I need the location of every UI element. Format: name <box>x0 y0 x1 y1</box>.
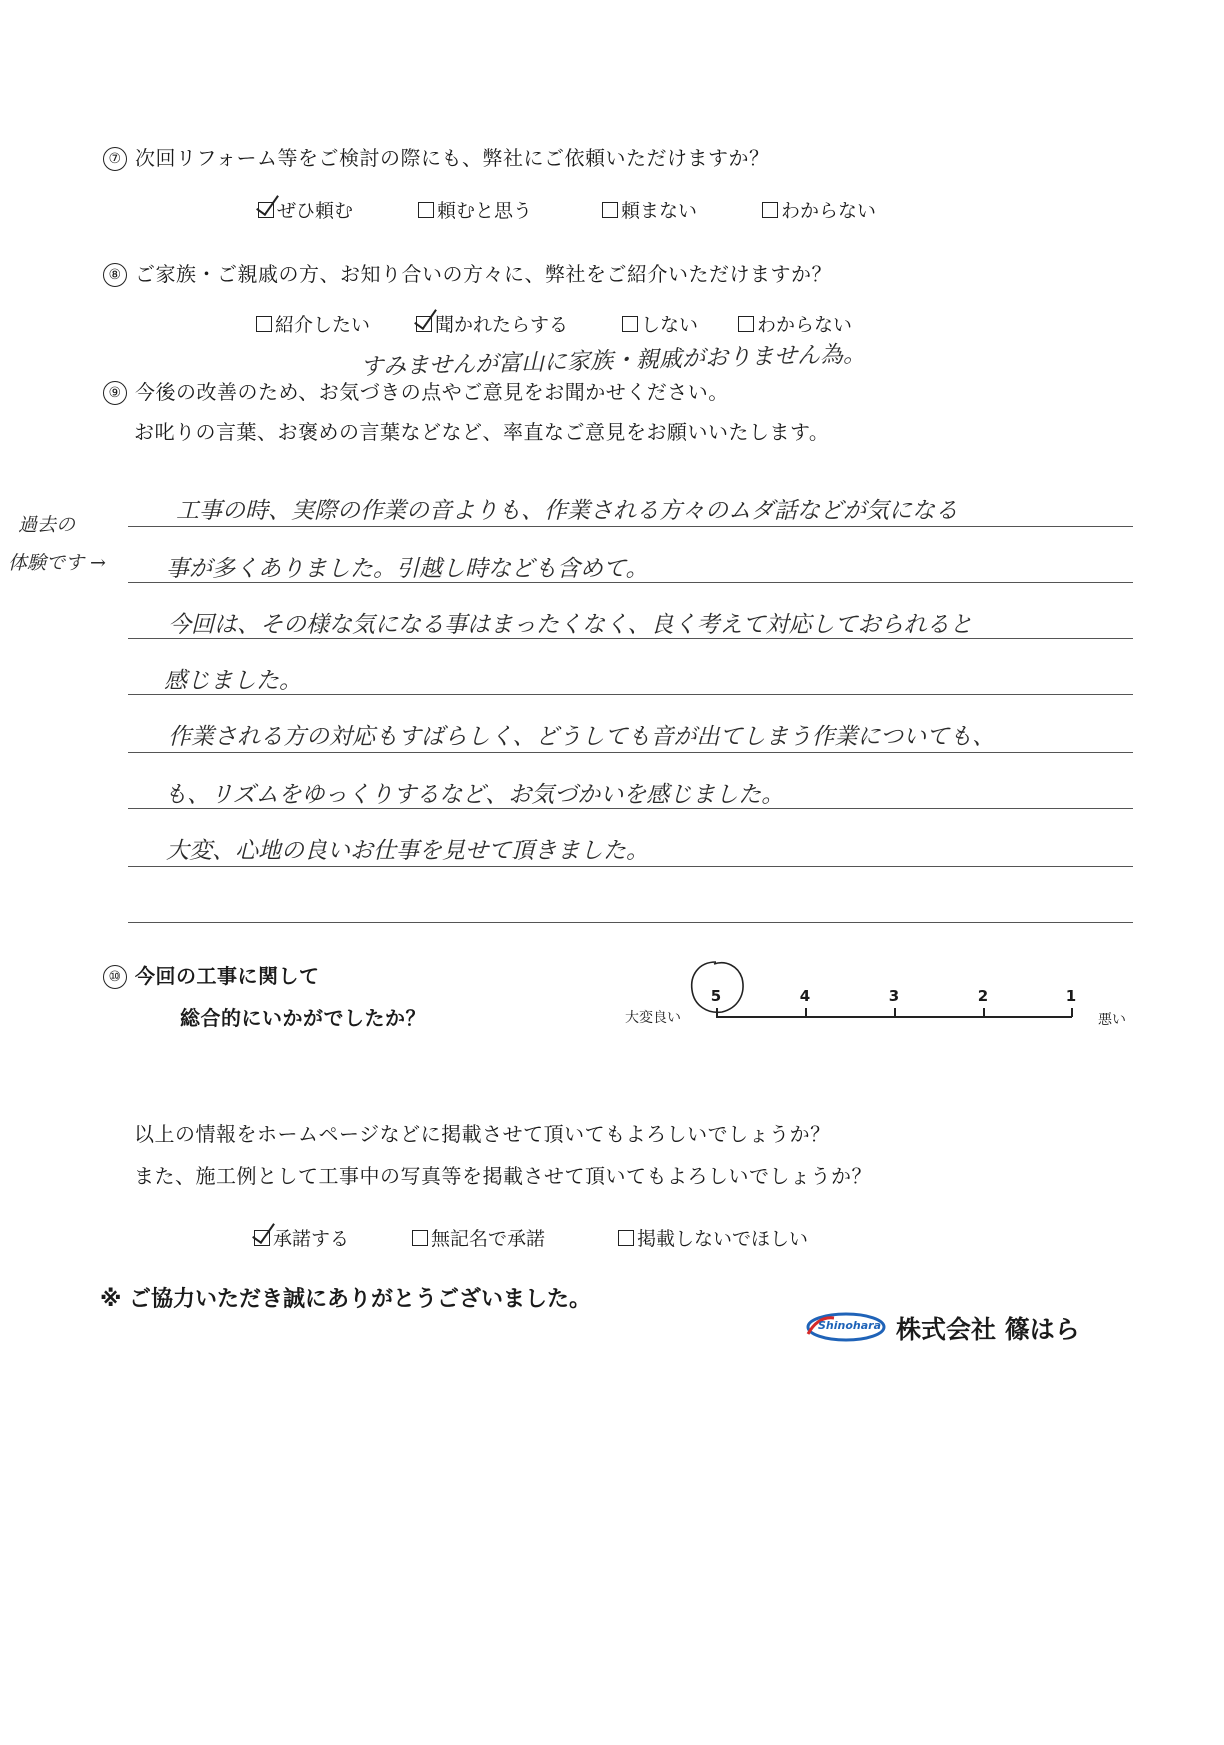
handwritten-answer-line: も、リズムをゆっくりするなど、お気づかいを感じました。 <box>164 782 785 808</box>
consent-option-2[interactable] <box>618 1224 808 1251</box>
company-name: 株式会社 篠はら <box>896 1315 1080 1344</box>
q8-question <box>103 258 832 287</box>
q8-option-label: わからない <box>757 314 853 336</box>
scale-value-2[interactable]: 2 <box>977 987 989 1005</box>
scale-value-1[interactable]: 1 <box>1065 987 1077 1005</box>
checkbox[interactable] <box>618 1230 634 1246</box>
company-logo <box>804 1310 886 1344</box>
checkbox[interactable] <box>622 316 638 332</box>
consent-line1: 以上の情報をホームページなどに掲載させて頂いてもよろしいでしょうか？ <box>134 1122 831 1146</box>
q7-question <box>103 142 770 171</box>
scale-tick[interactable] <box>805 1008 807 1017</box>
scale-tick[interactable] <box>983 1008 985 1017</box>
margin-note-line1: 過去の <box>18 514 76 536</box>
q8-option-label: しない <box>641 314 699 336</box>
q7-text: 次回リフォーム等をご検討の際にも、弊社にご依頼いただけますか？ <box>135 146 770 170</box>
q8-option-2[interactable] <box>622 310 698 337</box>
answer-line <box>128 526 1133 527</box>
margin-note-line2: 体験です → <box>8 552 106 574</box>
checkbox-checked[interactable] <box>258 202 274 218</box>
checkbox-checked[interactable] <box>416 316 432 332</box>
q7-option-label: 頼むと思う <box>437 200 533 222</box>
q9-number: ⑨ <box>103 381 127 405</box>
handwritten-answer-line: 感じました。 <box>164 668 302 694</box>
q7-option-label: ぜひ頼む <box>277 200 354 222</box>
handwritten-answer-line: 作業される方の対応もすばらしく、どうしても音が出てしまう作業についても、 <box>168 724 996 750</box>
q7-option-2[interactable] <box>602 196 697 223</box>
handwritten-answer-line: 大変、心地の良いお仕事を見せて頂きました。 <box>166 838 649 864</box>
q9-line2: お叱りの言葉、お褒めの言葉などなど、率直なご意見をお願いいたします。 <box>134 420 830 444</box>
checkbox[interactable] <box>602 202 618 218</box>
q10-line2: 総合的にいかがでしたか？ <box>180 1006 426 1030</box>
handwritten-answer-line: 工事の時、実際の作業の音よりも、作業される方々のムダ話などが気になる <box>176 498 958 524</box>
scale-tick[interactable] <box>1071 1008 1073 1017</box>
handwritten-answer-line: 事が多くありました。引越し時なども含めて。 <box>166 556 649 582</box>
q8-option-label: 紹介したい <box>275 314 371 336</box>
q10-line1: 今回の工事に関して <box>135 964 320 988</box>
checkbox-checked[interactable] <box>254 1230 270 1246</box>
checkbox[interactable] <box>256 316 272 332</box>
logo-text: Shinohara <box>818 1319 882 1332</box>
consent-option-label: 掲載しないでほしい <box>637 1228 809 1250</box>
consent-option-label: 承諾する <box>273 1228 350 1250</box>
scale-value-5[interactable]: 5 <box>710 987 722 1005</box>
q8-option-0[interactable] <box>256 310 370 337</box>
q7-option-3[interactable] <box>762 196 876 223</box>
q10-number: ⑩ <box>103 965 127 989</box>
scale-tick[interactable] <box>894 1008 896 1017</box>
checkbox[interactable] <box>738 316 754 332</box>
scale-left-label: 大変良い <box>625 1010 681 1026</box>
checkbox[interactable] <box>762 202 778 218</box>
q8-number: ⑧ <box>103 263 127 287</box>
selected-rating-circle <box>686 958 750 1018</box>
q9-line1: 今後の改善のため、お気づきの点やご意見をお聞かせください。 <box>135 380 729 404</box>
answer-line <box>128 752 1133 753</box>
q8-option-1[interactable] <box>416 310 568 337</box>
scale-right-label: 悪い <box>1098 1012 1126 1028</box>
consent-option-0[interactable] <box>254 1224 349 1251</box>
q7-option-label: 頼まない <box>621 200 698 222</box>
scale-value-4[interactable]: 4 <box>799 987 811 1005</box>
q10-question <box>103 960 320 989</box>
q9-question <box>103 376 729 405</box>
q8-handwritten-note: すみませんが富山に家族・親戚がおりません為。 <box>359 341 867 381</box>
consent-option-label: 無記名で承諾 <box>431 1228 546 1250</box>
q7-number: ⑦ <box>103 147 127 171</box>
checkbox[interactable] <box>418 202 434 218</box>
q8-text: ご家族・ご親戚の方、お知り合いの方々に、弊社をご紹介いただけますか？ <box>135 262 832 286</box>
q8-option-3[interactable] <box>738 310 852 337</box>
handwritten-answer-line: 今回は、その様な気になる事はまったくなく、良く考えて対応しておられると <box>168 612 973 638</box>
q7-option-1[interactable] <box>418 196 532 223</box>
consent-option-1[interactable] <box>412 1224 545 1251</box>
answer-line <box>128 922 1133 923</box>
q8-option-label: 聞かれたらする <box>435 314 569 336</box>
closing-message: ※ ご協力いただき誠にありがとうございました。 <box>100 1287 592 1312</box>
consent-line2: また、施工例として工事中の写真等を掲載させて頂いてもよろしいでしょうか？ <box>134 1164 872 1188</box>
q7-option-label: わからない <box>781 200 877 222</box>
checkbox[interactable] <box>412 1230 428 1246</box>
answer-line <box>128 866 1133 867</box>
q7-option-0[interactable] <box>258 196 353 223</box>
scale-value-3[interactable]: 3 <box>888 987 900 1005</box>
